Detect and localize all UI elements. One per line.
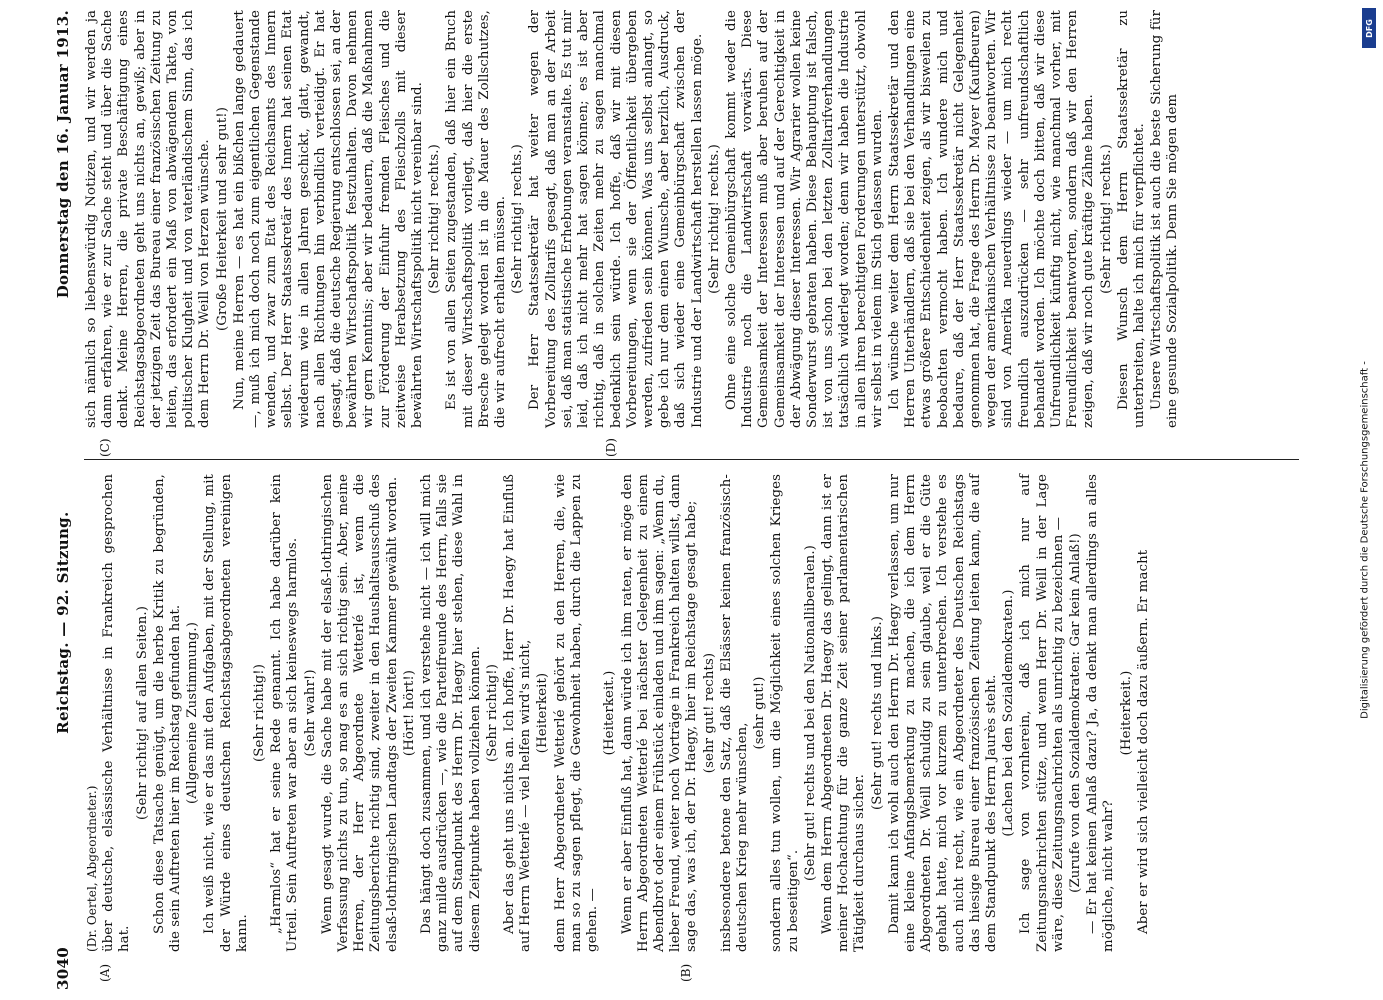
- margin-marker-c: (C): [98, 438, 112, 457]
- interjection: (Sehr richtig! rechts.): [1098, 144, 1114, 294]
- column-divider: [84, 459, 1299, 460]
- paragraph: Unsere Wirtschaftspolitik ist auch die beste Sicherung für eine gesunde Sozialpolitik. Denn Sie mögen dem: [1149, 10, 1181, 428]
- paragraph: Nun, meine Herren — es hat ein bißchen lange gedauert —, muß ich mich doch noch zum eigentlichen Gegenstande wenden, und zwar zum Etat des Reichsamts des Innern selbst. Der Herr Staatssekretär des Innern hat seinen Etat wiederum wie in allen Jahren geschickt, glatt, gewandt, nach allen Richtungen hin verbindlich verteidigt. Er hat gesagt, daß die deutsche Regierung entschlossen sei, an der bewährten Wirtschaftspolitik festzuhalten. Davon nehmen wir gern Kenntnis; aber wir bedauern, daß die Maßnahmen zur Förderung der Einfuhr fremden Fleisches und die zeitweise Herabsetzung des Fleischzolls mit dieser bewährten Wirtschaftspolitik nicht vereinbar sind.: [231, 10, 426, 428]
- paragraph: Diesen Wunsch dem Herrn Staatssekretär zu unterbreiten, halte ich mich für verpflichtet.: [1115, 10, 1147, 428]
- interjection: (Sehr gut! rechts und links.): [869, 615, 885, 811]
- paragraph: Wenn er aber Einfluß hat, dann würde ich ihm raten, er möge den Herrn Abgeordneten Wetterlé bei nächster Gelegenheit zu einem Abendbrot oder einem Frühstück einladen und ihm sagen: „Wenn du, lieber Freund, weiter noch Vorträge in Frankreich halten willst, dann sage das, was ich, der Dr. Haegy, hier im Reichstage gesagt habe;: [619, 474, 700, 952]
- paragraph: Der Herr Staatssekretär hat weiter wegen der Vorbereitung des Zolltarifs gesagt, daß man an der Arbeit sei, daß man statistische Erhebungen veranstalte. Es tut mir leid, daß ich nicht mehr hat sagen können; es ist aber richtig, daß in solchen Zeiten mehr zu sagen manchmal bedenklich sein würde. Ich hoffe, daß wir mit diesen Vorbereitungen, wenn sie der Öffentlichkeit übergeben werden, zufrieden sein können. Was uns selbst anlangt, so gebe ich nur dem einen Wunsche, aber herzlich, Ausdruck, daß sich wieder eine Gemeinbürgschaft zwischen der Industrie und der Landwirtschaft herstellen lassen möge.: [527, 10, 705, 428]
- paragraph: Aber er wird sich vielleicht doch dazu äußern. Er macht: [1135, 549, 1151, 934]
- text-columns: [84, 0, 1299, 1000]
- interjection: (Heiterkeit.): [602, 670, 618, 756]
- page-header: [54, 10, 76, 990]
- digitization-credit: [1335, 100, 1383, 980]
- credit-text: Digitalisierung gefördert durch die Deutsche Forschungsgemeinschaft -: [1359, 361, 1371, 719]
- interjection: (Zurufe von den Sozialdemokraten: Gar kein Anlaß!): [1067, 533, 1083, 893]
- session-title: Reichstag. — 92. Sitzung.: [54, 511, 72, 734]
- interjection: (Heiterkeit): [535, 672, 551, 754]
- interjection: (Sehr richtig! auf allen Seiten.): [134, 605, 150, 821]
- paragraph: Wenn dem Herrn Abgeordneten Dr. Haegy das gelingt, dann ist er meiner Hochachtung für die ganze Zeit seiner parlamentarischen Tätigkeit durchaus sicher.: [819, 474, 868, 952]
- interjection: (Sehr richtig!): [252, 663, 268, 763]
- left-column: [84, 474, 1299, 952]
- paragraph: Ich weiß nicht, wie er das mit den Aufgaben, mit der Stellung, mit der Würde eines deutschen Reichstagsabgeordneten vereinigen kann.: [202, 474, 250, 952]
- interjection: (Hört! hört!): [401, 669, 417, 757]
- interjection: (Lachen bei den Sozialdemokraten.): [1001, 589, 1017, 837]
- paragraph: über deutsche, elsässische Verhältnisse in Frankreich gesprochen hat.: [101, 474, 133, 952]
- interjection: (Sehr gut! rechts und bei den Nationalliberalen.): [802, 545, 818, 881]
- margin-marker-d: (D): [604, 438, 618, 457]
- right-column: [84, 10, 1299, 428]
- interjection: (Sehr wahr!): [302, 669, 318, 757]
- interjection: (Große Heiterkeit und sehr gut!): [214, 106, 230, 332]
- margin-marker-b: (B): [679, 963, 693, 982]
- page-number: 3040: [54, 947, 72, 990]
- speaker-label: (Dr. Oertel, Abgeordneter.): [85, 785, 99, 952]
- paragraph: Ich sage von vornherein, daß ich mich nur auf Zeitungsnachrichten stütze, und wenn Herr Dr. Weill in der Lage wäre, diese Zeitungsnachrichten als unrichtig zu bezeichnen —: [1018, 474, 1066, 952]
- paragraph: sich nämlich so liebenswürdig Notizen, und wir werden ja dann erfahren, wie er zur Sache steht und über die Sache denkt. Meine Herren, die private Beschäftigung eines Reichstagsabgeordneten geht uns nichts an, gewiß; aber in der jetzigen Zeit das Bureau einer französischen Zeitung zu leiten, das erfordert ein Maß von abwägendem Takte, von politischer Klugheit und von vaterländischem Sinn, das ich dem Herrn Dr. Weill von Herzen wünsche.: [84, 10, 213, 428]
- interjection: (Heiterkeit.): [1118, 670, 1134, 756]
- paragraph: Aber das geht uns nichts an. Ich hoffe, Herr Dr. Haegy hat Einfluß auf Herrn Wetterlé — viel helfen wird's nicht,: [502, 474, 534, 952]
- paragraph: sondern alles tun wollen, um die Möglichkeit eines solchen Krieges zu beseitigen“.: [769, 474, 801, 952]
- paragraph: Das hängt doch zusammen, und ich verstehe nicht — ich will mich ganz milde ausdrücken —, wie die Parteifreunde des Herrn, falls sie auf dem Standpunkt des Herrn Dr. Haegy hier stehen, diese Wahl in diesem Zeitpunkte haben vollziehen können.: [419, 474, 483, 952]
- margin-marker-a: (A): [98, 963, 112, 982]
- dfg-logo: [1362, 8, 1376, 48]
- paragraph: denn Herr Abgeordneter Wetterlé gehört zu den Herren, die, wie man so zu sagen pflegt, die Gewohnheit haben, durch die Lappen zu gehen. —: [552, 474, 601, 952]
- interjection: (sehr gut!): [752, 676, 768, 750]
- interjection: (Sehr richtig! rechts.): [427, 144, 443, 294]
- dfg-logo-text: DFG: [1364, 18, 1374, 38]
- paragraph: Es ist von allen Seiten zugestanden, daß hier ein Bruch mit dieser Wirtschaftspolitik vorliegt, daß hier die erste Bresche gelegt worden ist in die Mauer des Zollschutzes, die wir aufrecht erhalten müssen.: [444, 10, 509, 428]
- paragraph: Ich wünsche weiter dem Herrn Staatssekretär und den Herren Unterhändlern, daß sie bei den Verhandlungen eine etwas größere Entschiedenheit zeigen, als wir bisweilen zu beobachten vermocht haben. Ich wundere mich und bedaure, daß der Herr Staatssekretär nicht Gelegenheit genommen hat, die Frage des Herrn Dr. Mayer (Kaufbeuren) wegen der amerikanischen Verhältnisse zu beantworten. Wir sind von Amerika neuerdings wieder — um mich recht freundlich auszudrücken — sehr unfreundschaftlich behandelt worden. Ich möchte doch bitten, daß wir diese Unfreundlichkeit künftig nicht, wie manchmal vorher, mit Freundlichkeit beantworten, sondern daß wir den Herren zeigen, daß wir noch gute kräftige Zähne haben.: [886, 10, 1097, 428]
- paragraph: „Harmlos“ hat er seine Rede genannt. Ich habe darüber kein Urteil. Sein Auftreten war aber an sich keineswegs harmlos.: [269, 474, 301, 952]
- paragraph: Wenn gesagt wurde, die Sache habe mit der elsaß-lothringischen Verfassung nichts zu tun, so mag es an sich richtig sein. Aber, meine Herren, der Herr Abgeordnete Wetterlé ist, wenn die Zeitungsberichte richtig sind, zweiter in den Haushaltsausschuß des elsaß-lothringischen Landtags der Zweiten Kammer gewählt worden.: [319, 474, 400, 952]
- paragraph: Ohne eine solche Gemeinbürgschaft kommt weder die Industrie noch die Landwirtschaft vorwärts. Diese Gemeinsamkeit der Interessen muß aber beruhen auf der Gemeinsamkeit der Interessen und auf der Gerechtigkeit in der Abwägung dieser Interessen. Wir Agrarier wollen keine Sonderwurst gebraten haben. Diese Behauptung ist falsch, ist von uns schon bei den letzten Zolltarifverhandlungen tatsächlich widerlegt worden; denn wir haben die Industrie in allen ihren berechtigten Forderungen unterstützt, obwohl wir selbst in vielem im Stich gelassen wurden.: [723, 10, 885, 428]
- interjection: (sehr gut! rechts): [701, 652, 717, 774]
- interjection: (Sehr richtig!): [484, 663, 500, 763]
- interjection: (Sehr richtig! rechts.): [706, 144, 722, 294]
- paragraph: Damit kann ich wohl auch den Herrn Dr. Haegy verlassen, um nur eine kleine Anfangsbemerkung zu machen, die ich dem Herrn Abgeordneten Dr. Weill schuldig zu sein glaube, weil er die Güte gehabt hatte, mich vor kurzem zu unterbrechen. Ich verstehe es auch nicht recht, wie ein Abgeordneter des Deutschen Reichstags das hiesige Bureau einer französischen Zeitung leiten kann, die auf dem Standpunkt des Herrn Jaurès steht.: [886, 474, 999, 952]
- paragraph: insbesondere betone den Satz, daß die Elsässer keinen französisch-deutschen Krieg mehr wünschen,: [718, 474, 750, 952]
- paragraph: — Er hat keinen Anlaß dazu? Ja, da denkt man allerdings an alles mögliche, nicht wahr?: [1085, 474, 1117, 952]
- interjection: (Sehr richtig! rechts.): [510, 144, 526, 294]
- interjection: (Allgemeine Zustimmung.): [185, 622, 201, 804]
- date-title: Donnerstag den 16. Januar 1913.: [54, 10, 72, 299]
- paragraph: Schon diese Tatsache genügt, um die herbe Kritik zu begründen, die sein Auftreten hier im Reichstag gefunden hat.: [151, 474, 184, 952]
